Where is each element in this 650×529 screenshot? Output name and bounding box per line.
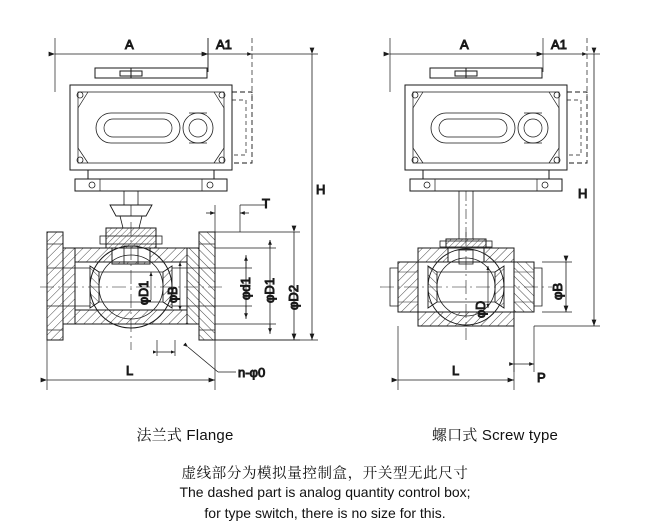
label-phiD1-inner-left <box>137 268 151 305</box>
svg-text:φD1: φD1 <box>262 277 277 303</box>
dim-P-right <box>514 326 546 385</box>
svg-text:H: H <box>578 186 588 201</box>
svg-text:P: P <box>537 370 546 385</box>
svg-text:A1: A1 <box>216 37 232 52</box>
dim-A1-left <box>208 37 252 100</box>
actuator-housing-right <box>405 68 587 191</box>
dim-A-right <box>390 37 543 92</box>
label-phiD-inner-right <box>474 266 488 318</box>
dim-A-left <box>55 37 208 92</box>
caption-right: 螺口式 Screw type <box>431 427 559 444</box>
svg-text:T: T <box>262 196 270 211</box>
dim-T-left <box>206 196 270 232</box>
note-line-3: for type switch, there is no size for this. <box>204 505 446 521</box>
right-view-group <box>380 37 600 390</box>
svg-text:φB: φB <box>166 286 180 303</box>
actuator-housing-left <box>70 68 252 191</box>
leader-n-phi0-left <box>188 347 265 380</box>
bolt-detail-left <box>157 340 175 356</box>
svg-text:L: L <box>126 363 134 378</box>
svg-text:A: A <box>460 37 469 52</box>
dim-L-right <box>398 326 514 390</box>
svg-text:n-φ0: n-φ0 <box>238 365 266 380</box>
svg-text:A: A <box>125 37 134 52</box>
svg-text:φd1: φd1 <box>238 277 253 300</box>
note-line-2: The dashed part is analog quantity control box; <box>179 484 471 500</box>
left-view-group <box>40 37 325 390</box>
dim-phiB-right <box>542 262 572 312</box>
stem-right <box>459 191 473 239</box>
svg-text:φB: φB <box>550 282 565 300</box>
note-line-1: 虚线部分为模拟量控制盒，开关型无此尺寸 <box>181 466 469 482</box>
svg-text:φD2: φD2 <box>286 284 301 310</box>
valve-body-left <box>40 222 222 350</box>
dim-A1-right <box>543 37 587 100</box>
caption-left: 法兰式 Flange <box>136 427 234 444</box>
svg-text:φD1: φD1 <box>137 280 151 305</box>
svg-text:φD: φD <box>474 300 488 318</box>
valve-body-right <box>380 232 552 340</box>
svg-text:H: H <box>316 182 326 197</box>
svg-text:A1: A1 <box>551 37 567 52</box>
svg-text:L: L <box>452 363 460 378</box>
